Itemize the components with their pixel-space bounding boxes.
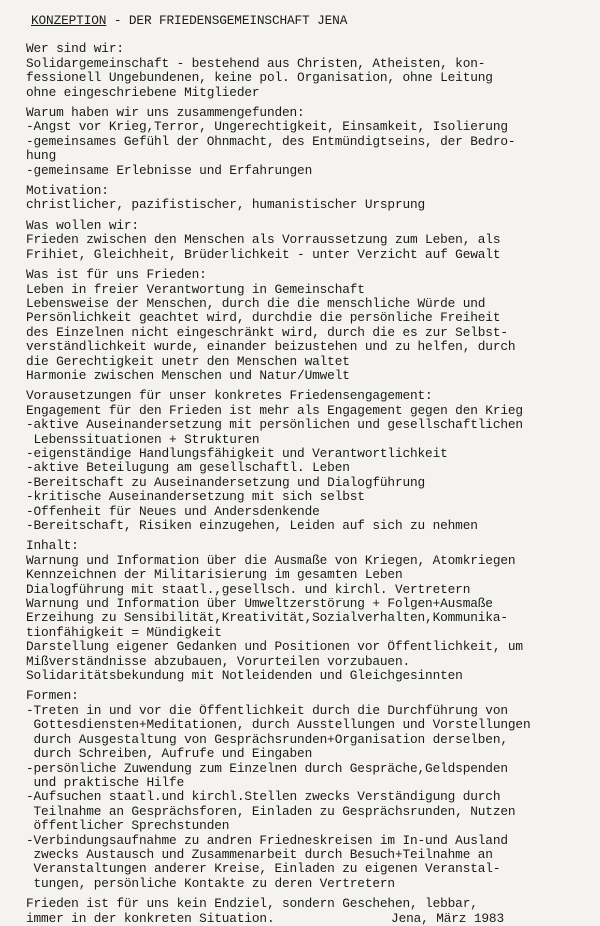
text-line: christlicher, pazifistischer, humanistischer Ursprung xyxy=(26,198,426,213)
text-line: Engagement für den Frieden ist mehr als Engagement gegen den Krieg xyxy=(26,403,523,418)
text-line: hung xyxy=(26,149,57,164)
section-heading: Was wollen wir: xyxy=(26,217,139,233)
text-line: Persönlichkeit geachtet wird, durchdie die persönliche Freiheit xyxy=(26,311,501,326)
text-line: und praktische Hilfe xyxy=(26,775,185,790)
text-line: -aktive Beteilugung am gesellschaftl. Leben xyxy=(26,461,350,476)
text-line: Veranstaltungen anderer Kreise, Einladen zu eigenen Veranstal- xyxy=(26,862,501,877)
section-heading: Vorausetzungen für unser konkretes Friedensengagement: xyxy=(26,388,433,404)
sections-container xyxy=(26,42,590,891)
text-line: öffentlicher Sprechstunden xyxy=(26,819,230,834)
text-line: -aktive Auseinandersetzung mit persönlichen und gesellschaftlichen xyxy=(26,418,523,433)
closing xyxy=(26,897,590,926)
text-line: Solidaritätsbekundung mit Notleidenden und Gleichgesinnten xyxy=(26,669,463,684)
text-line: durch Ausgestaltung von Gesprächsrunden+Organisation derselben, xyxy=(26,732,508,747)
text-line: verständlichkeit wurde, einander beizustehen und zu helfen, durch xyxy=(26,340,516,355)
text-line: -eigenständige Handlungsfähigkeit und Verantwortlichkeit xyxy=(26,446,448,461)
section xyxy=(26,42,590,100)
text-line: Darstellung eigener Gedanken und Positionen vor Öffentlichkeit, um xyxy=(26,640,523,655)
section-heading: Formen: xyxy=(26,688,79,704)
text-line: Dialogführung mit staatl.,gesellsch. und kirchl. Vertretern xyxy=(26,582,471,597)
text-line: zwecks Austausch und Zusammenarbeit durch Besuch+Teilnahme an xyxy=(26,847,493,862)
closing-line: Frieden ist für uns kein Endziel, sondern Geschehen, lebbar, xyxy=(26,897,478,912)
text-line: -gemeinsame Erlebnisse und Erfahrungen xyxy=(26,163,313,178)
section xyxy=(26,184,590,213)
text-line: -kritische Auseinandersetzung mit sich selbst xyxy=(26,490,365,505)
text-line: -Bereitschaft, Risiken einzugehen, Leiden auf sich zu nehmen xyxy=(26,519,478,533)
section-heading: Motivation: xyxy=(26,183,109,199)
closing-line: immer in der konkreten Situation. xyxy=(26,911,275,926)
text-line: Lebenssituationen + Strukturen xyxy=(26,432,260,447)
section-heading: Was ist für uns Frieden: xyxy=(26,267,207,283)
text-line: Teilnahme an Gesprächsforen, Einladen zu Gesprächsrunden, Nutzen xyxy=(26,804,516,819)
text-line: tionfähigkeit = Mündigkeit xyxy=(26,625,222,640)
text-line: -Bereitschaft zu Auseinandersetzung und Dialogführung xyxy=(26,475,426,490)
text-line: Erzeihung zu Sensibilität,Kreativität,Sozialverhalten,Kommunika- xyxy=(26,611,508,626)
text-line: -Offenheit für Neues und Andersdenkende xyxy=(26,504,320,519)
section xyxy=(26,219,590,262)
text-line: fessionell Ungebundenen, keine pol. Organisation, ohne Leitung xyxy=(26,71,493,86)
text-line: Warnung und Information über Umweltzerstörung + Folgen+Ausmaße xyxy=(26,597,493,612)
date-signature: Jena, März 1983 xyxy=(391,910,504,926)
text-line: die Gerechtigkeit unetr den Menschen waltet xyxy=(26,354,350,369)
text-line: -Angst vor Krieg,Terror, Ungerechtigkeit, Einsamkeit, Isolierung xyxy=(26,120,508,135)
text-line: Kennzeichnen der Militarisierung im gesamten Leben xyxy=(26,568,403,583)
section xyxy=(26,689,590,891)
text-line: ohne eingeschriebene Mitglieder xyxy=(26,85,260,100)
section xyxy=(26,539,590,683)
text-line: -Treten in und vor die Öffentlichkeit durch die Durchführung von xyxy=(26,703,508,718)
section xyxy=(26,106,590,178)
text-line: Frieden zwischen den Menschen als Vorraussetzung zum Leben, als xyxy=(26,233,501,248)
title-main: KONZEPTION xyxy=(31,13,107,28)
text-line: -Verbindungsaufnahme zu andren Friedneskreisen im In-und Ausland xyxy=(26,833,508,848)
title-rest: - DER FRIEDENSGEMEINSCHAFT JENA xyxy=(106,13,348,28)
text-line: tungen, persönliche Kontakte zu deren Vertretern xyxy=(26,876,395,891)
text-line: -gemeinsames Gefühl der Ohnmacht, des Entmündigtseins, der Bedro- xyxy=(26,134,516,149)
text-line: Lebensweise der Menschen, durch die die menschliche Würde und xyxy=(26,296,486,311)
text-line: des Einzelnen nicht eingeschränkt wird, durch die es zur Selbst- xyxy=(26,325,508,340)
text-line: Leben in freier Verantwortung in Gemeinschaft xyxy=(26,282,365,297)
section-heading: Wer sind wir: xyxy=(26,41,124,57)
document-title xyxy=(31,14,590,28)
text-line: Frihiet, Gleichheit, Brüderlichkeit - unter Verzicht auf Gewalt xyxy=(26,247,501,262)
section xyxy=(26,268,590,383)
text-line: Harmonie zwischen Menschen und Natur/Umwelt xyxy=(26,368,350,383)
text-line: Gottesdiensten+Meditationen, durch Ausstellungen und Vorstellungen xyxy=(26,718,531,733)
section-heading: Inhalt: xyxy=(26,538,79,554)
section-heading: Warum haben wir uns zusammengefunden: xyxy=(26,105,305,121)
text-line: durch Schreiben, Aufrufe und Eingaben xyxy=(26,747,313,762)
section xyxy=(26,389,590,533)
text-line: -persönliche Zuwendung zum Einzelnen durch Gespräche,Geldspenden xyxy=(26,761,508,776)
text-line: -Aufsuchen staatl.und kirchl.Stellen zwecks Verständigung durch xyxy=(26,790,501,805)
text-line: Warnung und Information über die Ausmaße von Kriegen, Atomkriegen xyxy=(26,553,516,568)
text-line: Mißverständnisse abzubauen, Vorurteilen vorzubauen. xyxy=(26,654,410,669)
text-line: Solidargemeinschaft - bestehend aus Christen, Atheisten, kon- xyxy=(26,56,486,71)
